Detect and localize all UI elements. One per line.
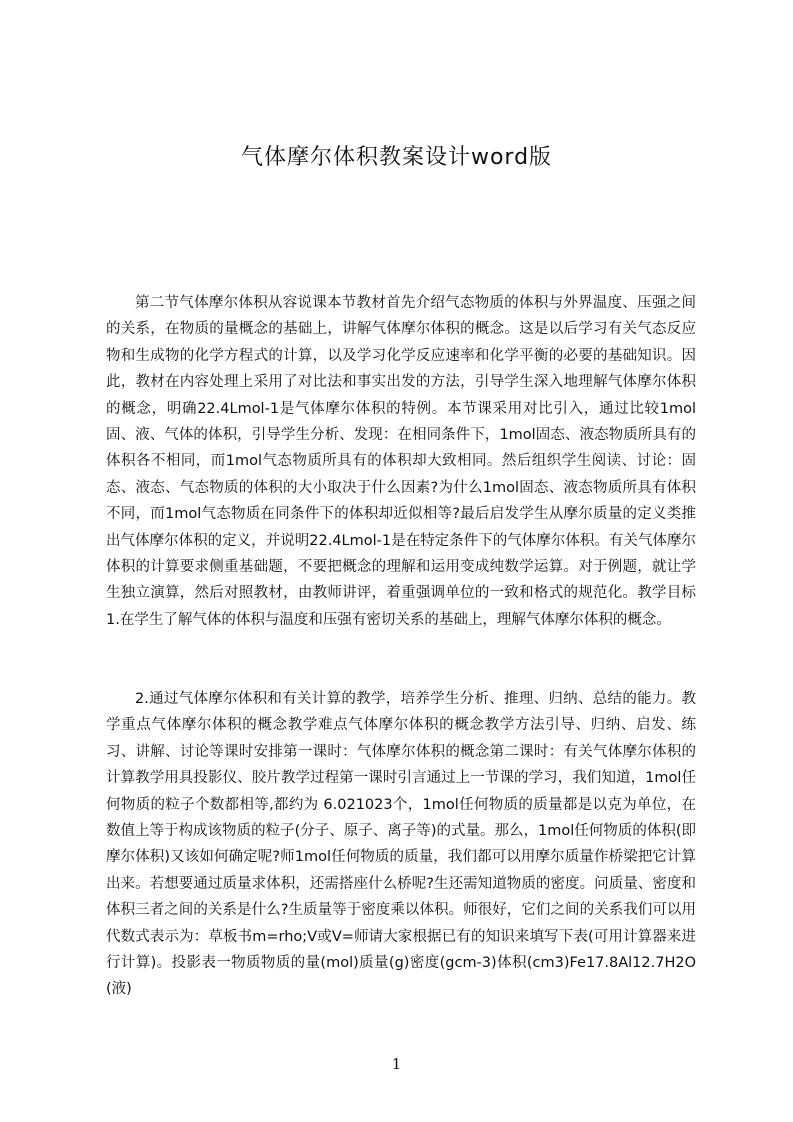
document-title: 气体摩尔体积教案设计word版 — [240, 145, 553, 170]
body-paragraph: 2.通过气体摩尔体积和有关计算的教学，培养学生分析、推理、归纳、总结的能力。教学重点气体摩尔体积的概念教学难点气体摩尔体积的概念教学方法引导、归纳、启发、练习、讲解、讨论等课时安排第一课时：气体摩尔体积的概念第二课时：有关气体摩尔体积的计算教学用具投影仪、胶片教学过程第一课时引言通过上一节课的学习，我们知道，1mol任何物质的粒子个数都相等,都约为 6.021023个，1mol任何物质的质量都是以克为单位，在数值上等于构成该物质的粒子(分子、原子、离子等)的式量。那么，1mol任何物质的体积(即摩尔体积)又该如何确定呢?师1mol任何物质的质量，我们都可以用摩尔质量作桥梁把它计算出来。若想要通过质量求体积，还需搭座什么桥呢?生还需知道物质的密度。问质量、密度和体积三者之间的关系是什么?生质量等于密度乘以体积。师很好，它们之间的关系我们可以用代数式表示为：草板书m=rho;V或V=师请大家根据已有的知识来填写下表(可用计算器来进行计算)。投影表一物质物质的量(mol)质量(g)密度(gcm-3)体积(cm3)Fe17.8Al12.7H2O(液) — [106, 691, 696, 998]
page-number: 1 — [391, 1055, 402, 1073]
body-paragraph: 第二节气体摩尔体积从容说课本节教材首先介绍气态物质的体积与外界温度、压强之间的关系，在物质的量概念的基础上，讲解气体摩尔体积的概念。这是以后学习有关气态反应物和生成物的化学方程式的计算，以及学习化学反应速率和化学平衡的必要的基础知识。因此，教材在内容处理上采用了对比法和事实出发的方法，引导学生深入地理解气体摩尔体积的概念，明确22.4Lmol-1是气体摩尔体积的特例。本节课采用对比引入，通过比较1mol固、液、气体的体积，引导学生分析、发现：在相同条件下，1mol固态、液态物质所具有的体积各不相同，而1mol气态物质所具有的体积却大致相同。然后组织学生阅读、讨论：固态、液态、气态物质的体积的大小取决于什么因素?为什么1mol固态、液态物质所具有体积不同，而1mol气态物质在同条件下的体积却近似相等?最后启发学生从摩尔质量的定义类推出气体摩尔体积的定义，并说明22.4Lmol-1是在特定条件下的气体摩尔体积。有关气体摩尔体积的计算要求侧重基础题，不要把概念的理解和运用变成纯数学运算。对于例题，就让学生独立演算，然后对照教材，由教师讲评，着重强调单位的一致和格式的规范化。教学目标1.在学生了解气体的体积与温度和压强有密切关系的基础上，理解气体摩尔体积的概念。 — [106, 295, 696, 628]
